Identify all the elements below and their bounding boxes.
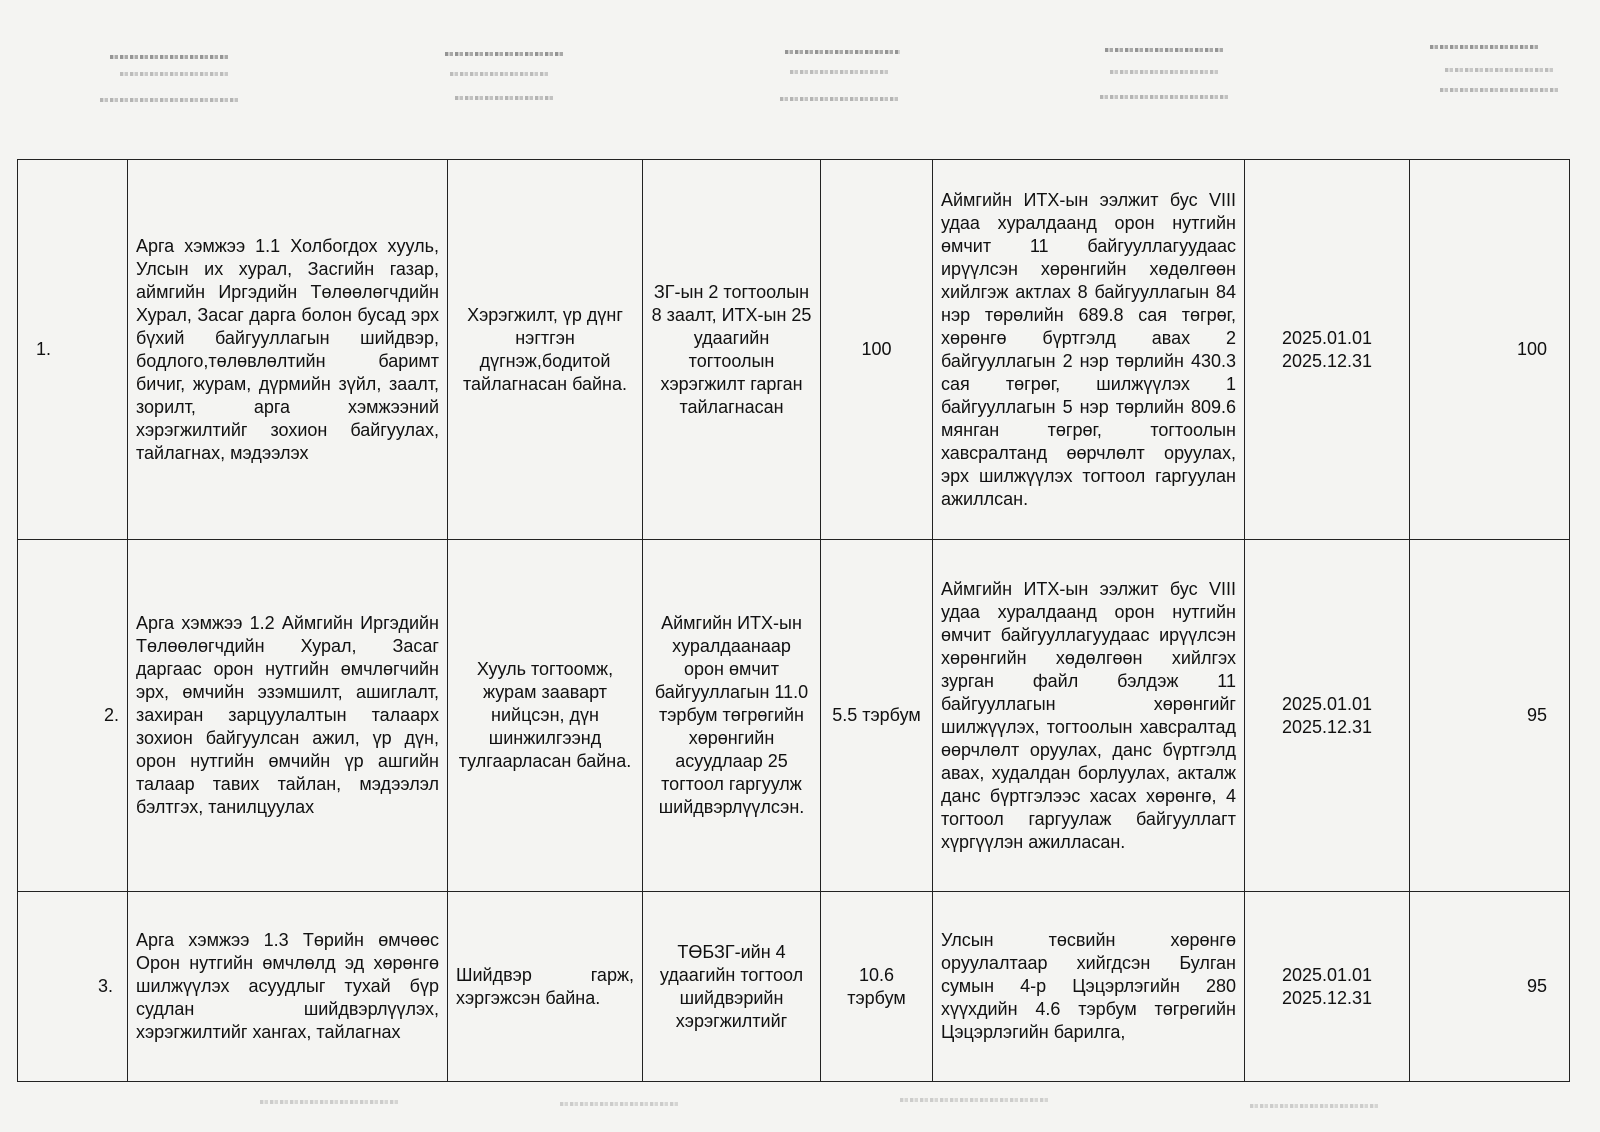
output-cell bbox=[643, 892, 821, 1082]
criteria-cell: Хууль тогтоомж, журам зааварт нийцсэн, дүн шинжилгээнд тулгаарласан байна. bbox=[448, 540, 643, 892]
report-table-container bbox=[17, 159, 1569, 1081]
table-row bbox=[18, 540, 1570, 892]
row-number: 1. bbox=[18, 160, 128, 540]
result-cell: Аймгийн ИТХ-ын ээлжит бус VIII удаа хуралдаанд орон нутгийн өмчит байгууллагуудаас ирүүлсэн хөрөнгийн хөдөлгөөн хийлгэх зурган файл бэлдэж 11 байгууллагын хөрөнгийг шилжүүлэх, тогтоолын хавсралтад өөрчлөлт оруулах, данс бүртгэлд авах, худалдан борлуулах, акталж данс бүртгэлээс хасах хөрөнгө, 4 тогтоол гаргуулаж байгууллагт хүргүүлэн ажилласан. bbox=[933, 540, 1245, 892]
percent-cell: 95 bbox=[1410, 892, 1570, 1082]
date-start: 2025.01.01 bbox=[1281, 964, 1373, 985]
row-number: 3. bbox=[18, 892, 128, 1082]
date-cell bbox=[1245, 540, 1410, 892]
output-cell: Аймгийн ИТХ-ын хуралдаанаар орон өмчит байгууллагын 11.0 тэрбум төгрөгийн хөрөнгийн асуудлаар 25 тогтоол гаргуулж шийдвэрлүүлсэн. bbox=[643, 540, 821, 892]
report-table bbox=[17, 159, 1570, 1082]
result-text: Улсын төсвийн хөрөнгө оруулалтаар хийгдсэн Булган сумын 4-р Цэцэрлэгийн 280 хүүхдийн 4.6 тэрбум төгрөгийн Цэцэрлэгийн барилга, bbox=[941, 930, 1236, 1042]
amount-cell: 100 bbox=[821, 160, 933, 540]
date-start: 2025.01.01 bbox=[1281, 693, 1373, 714]
date-end: 2025.12.31 bbox=[1281, 350, 1373, 371]
date-end: 2025.12.31 bbox=[1281, 987, 1373, 1008]
row-number: 2. bbox=[18, 540, 128, 892]
percent-cell: 95 bbox=[1410, 540, 1570, 892]
scan-footer-artifacts bbox=[0, 1080, 1600, 1132]
output-text: ТӨБЗГ-ийн 4 удаагийн тогтоол шийдвэрийн хэрэгжилтийг bbox=[659, 941, 804, 1031]
table-row bbox=[18, 892, 1570, 1082]
table-row bbox=[18, 160, 1570, 540]
result-cell: Аймгийн ИТХ-ын ээлжит бус VIII удаа хуралдаанд орон нутгийн өмчит 11 байгууллагуудаас ирүүлсэн хөрөнгийн хөдөлгөөн хийлгэж актлах 8 байгууллагын 84 нэр төрөлийн 689.8 сая төгрөг, хөрөнгө бүртгэлд авах 2 байгууллагын 2 нэр төрлийн 430.3 сая төгрөг, шилжүүлэх 1 байгууллагын 5 нэр төрлийн 809.6 мянган төгрөг, тогтоолын хавсралтанд өөрчлөлт оруулах, эрх шилжүүлэх тогтоол гаргуулан ажиллсан. bbox=[933, 160, 1245, 540]
measure-cell: Арга хэмжээ 1.2 Аймгийн Иргэдийн Төлөөлөгчдийн Хурал, Засаг даргаас орон нутгийн өмчлөгчийн эрх, өмчийн эзэмшилт, ашиглалт, захиран зарцуулалтын талаарх зохион байгуулсан ажил, үр дүн, орон нутгийн өмчийн үр ашгийн талаар тавих тайлан, мэдээлэл бэлтгэх, танилцуулах bbox=[128, 540, 448, 892]
output-cell: ЗГ-ын 2 тогтоолын 8 заалт, ИТХ-ын 25 удаагийн тогтоолын хэрэгжилт гарган тайлагнасан bbox=[643, 160, 821, 540]
amount-cell: 5.5 тэрбум bbox=[821, 540, 933, 892]
date-cell bbox=[1245, 160, 1410, 540]
date-end: 2025.12.31 bbox=[1281, 716, 1373, 737]
date-start: 2025.01.01 bbox=[1281, 327, 1373, 348]
date-cell bbox=[1245, 892, 1410, 1082]
result-cell bbox=[933, 892, 1245, 1082]
measure-text: Арга хэмжээ 1.3 Төрийн өмчөөс Орон нутгийн өмчлөлд эд хөрөнгө шилжүүлэх асуудлыг тухай бүр судлан шийдвэрлүүлэх, хэрэгжилтийг хангах, тайлагнах bbox=[136, 930, 439, 1042]
amount-cell: 10.6 тэрбум bbox=[821, 892, 933, 1082]
measure-cell bbox=[128, 892, 448, 1082]
measure-cell: Арга хэмжээ 1.1 Холбогдох хууль, Улсын их хурал, Засгийн газар, аймгийн Иргэдийн Төлөөлөгчдийн Хурал, Засаг дарга болон бусад эрх бүхий байгууллагын шийдвэр, бодлого,төлөвлөлтийн баримт бичиг, журам, дүрмийн зүйл, заалт, зорилт, арга хэмжээний хэрэгжилтийг зохион байгуулах, тайлагнах, мэдээлэх bbox=[128, 160, 448, 540]
criteria-cell: Хэрэгжилт, үр дүнг нэгтгэн дүгнэж,бодитой тайлагнасан байна. bbox=[448, 160, 643, 540]
criteria-cell: Шийдвэр гарж, хэргэжсэн байна. bbox=[448, 892, 643, 1082]
percent-cell: 100 bbox=[1410, 160, 1570, 540]
scan-header-artifacts bbox=[0, 0, 1600, 160]
